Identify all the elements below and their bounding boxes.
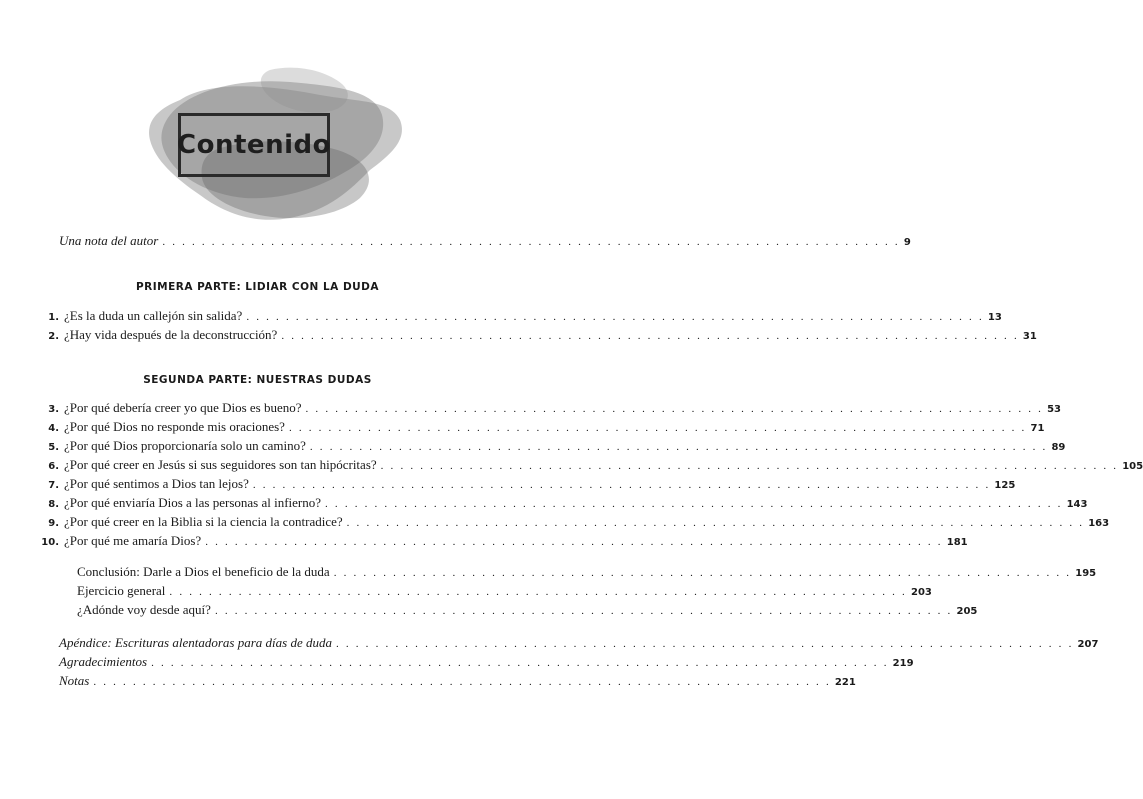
entry-label: ¿Por qué enviaría Dios a las personas al infierno? [64, 495, 322, 510]
entry-label: ¿Por qué sentimos a Dios tan lejos? [64, 476, 249, 491]
dot-leader: . . . . . . . . . . . . . . . . . . . . . . . . . . . . . . . . . . . . . . . . . . . . . . . . . . . . . . . . . . . . . . . . . . . . . . . . . . . [335, 638, 1074, 650]
chapter-number: 8. [48, 499, 59, 510]
dot-leader: . . . . . . . . . . . . . . . . . . . . . . . . . . . . . . . . . . . . . . . . . . . . . . . . . . . . . . . . . . . . . . . . . . . . . . . . . . . [333, 567, 1072, 579]
dot-leader: . . . . . . . . . . . . . . . . . . . . . . . . . . . . . . . . . . . . . . . . . . . . . . . . . . . . . . . . . . . . . . . . . . . . . . . . . . . [281, 330, 1019, 342]
dot-leader: . . . . . . . . . . . . . . . . . . . . . . . . . . . . . . . . . . . . . . . . . . . . . . . . . . . . . . . . . . . . . . . . . . . . . . . . . . . [162, 236, 900, 248]
entry-page-number: 125 [994, 480, 1016, 491]
toc-entry[interactable] [41, 398, 1062, 418]
page-title: Contenido [177, 130, 331, 160]
entry-page-number: 163 [1088, 518, 1110, 529]
dot-leader: . . . . . . . . . . . . . . . . . . . . . . . . . . . . . . . . . . . . . . . . . . . . . . . . . . . . . . . . . . . . . . . . . . . . . . . . . . . [246, 311, 984, 323]
toc-entry-appendix[interactable] [59, 633, 1099, 653]
entry-page-number: 53 [1047, 404, 1062, 415]
dot-leader: . . . . . . . . . . . . . . . . . . . . . . . . . . . . . . . . . . . . . . . . . . . . . . . . . . . . . . . . . . . . . . . . . . . . . . . . . . . [93, 676, 831, 688]
dot-leader: . . . . . . . . . . . . . . . . . . . . . . . . . . . . . . . . . . . . . . . . . . . . . . . . . . . . . . . . . . . . . . . . . . . . . . . . . . . [305, 403, 1044, 415]
entry-page-number: 195 [1075, 568, 1097, 579]
toc-entry[interactable] [41, 493, 1088, 513]
entry-label: ¿Por qué debería creer yo que Dios es bueno? [64, 400, 302, 415]
chapter-number: 4. [48, 423, 59, 434]
toc-entry[interactable] [41, 512, 1110, 532]
entry-label: Notas [59, 673, 90, 688]
entry-page-number: 105 [1122, 461, 1143, 472]
entry-page-number: 71 [1030, 423, 1045, 434]
entry-label: ¿Por qué Dios no responde mis oraciones? [64, 419, 285, 434]
entry-label: ¿Por qué creer en Jesús si sus seguidores son tan hipócritas? [64, 457, 377, 472]
dot-leader: . . . . . . . . . . . . . . . . . . . . . . . . . . . . . . . . . . . . . . . . . . . . . . . . . . . . . . . . . . . . . . . . . . . . . . . . . . . [252, 479, 991, 491]
part-heading: PRIMERA PARTE: LIDIAR CON LA DUDA [135, 281, 380, 293]
title-frame [178, 113, 330, 177]
entry-label: ¿Por qué Dios proporcionaría solo un camino? [64, 438, 306, 453]
entry-page-number: 143 [1066, 499, 1088, 510]
toc-entry[interactable] [41, 417, 1045, 437]
chapter-number: 9. [48, 518, 59, 529]
entry-label: ¿Es la duda un callejón sin salida? [64, 308, 243, 323]
entry-label: ¿Por qué creer en la Biblia si la ciencia la contradice? [64, 514, 343, 529]
toc-entry[interactable] [41, 306, 1002, 326]
dot-leader: . . . . . . . . . . . . . . . . . . . . . . . . . . . . . . . . . . . . . . . . . . . . . . . . . . . . . . . . . . . . . . . . . . . . . . . . . . . [325, 498, 1063, 510]
entry-page-number: 9 [903, 237, 911, 248]
dot-leader: . . . . . . . . . . . . . . . . . . . . . . . . . . . . . . . . . . . . . . . . . . . . . . . . . . . . . . . . . . . . . . . . . . . . . . . . . . . [151, 657, 889, 669]
chapter-number: 1. [48, 312, 59, 323]
entry-page-number: 207 [1077, 639, 1099, 650]
chapter-number: 3. [48, 404, 59, 415]
dot-leader: . . . . . . . . . . . . . . . . . . . . . . . . . . . . . . . . . . . . . . . . . . . . . . . . . . . . . . . . . . . . . . . . . . . . . . . . . . . [380, 460, 1119, 472]
toc-entry[interactable] [41, 531, 968, 551]
entry-label: Conclusión: Darle a Dios el beneficio de la duda [77, 564, 330, 579]
entry-page-number: 205 [956, 606, 978, 617]
entry-label: Apéndice: Escrituras alentadoras para días de duda [59, 635, 332, 650]
chapter-number: 2. [48, 331, 59, 342]
toc-entry-exercise[interactable] [77, 581, 932, 601]
toc-entry[interactable] [41, 436, 1066, 456]
dot-leader: . . . . . . . . . . . . . . . . . . . . . . . . . . . . . . . . . . . . . . . . . . . . . . . . . . . . . . . . . . . . . . . . . . . . . . . . . . . [205, 536, 943, 548]
entry-label: Agradecimientos [59, 654, 148, 669]
dot-leader: . . . . . . . . . . . . . . . . . . . . . . . . . . . . . . . . . . . . . . . . . . . . . . . . . . . . . . . . . . . . . . . . . . . . . . . . . . . [346, 517, 1085, 529]
chapter-number: 7. [48, 480, 59, 491]
entry-label: ¿Por qué me amaría Dios? [64, 533, 202, 548]
chapter-number: 6. [48, 461, 59, 472]
entry-page-number: 221 [834, 677, 856, 688]
entry-page-number: 31 [1022, 331, 1037, 342]
toc-entry-conclusion[interactable] [77, 562, 1097, 582]
entry-page-number: 13 [987, 312, 1002, 323]
entry-label: Ejercicio general [77, 583, 166, 598]
entry-label: ¿Hay vida después de la deconstrucción? [64, 327, 278, 342]
toc-entry-next-steps[interactable] [77, 600, 978, 620]
entry-page-number: 89 [1051, 442, 1066, 453]
dot-leader: . . . . . . . . . . . . . . . . . . . . . . . . . . . . . . . . . . . . . . . . . . . . . . . . . . . . . . . . . . . . . . . . . . . . . . . . . . . [169, 586, 907, 598]
toc-entry-author-note[interactable] [59, 231, 911, 251]
chapter-number: 10. [41, 537, 59, 548]
toc-entry[interactable] [41, 455, 1143, 475]
toc-entry[interactable] [41, 474, 1016, 494]
toc-entry-notes[interactable] [59, 671, 856, 691]
entry-page-number: 181 [946, 537, 968, 548]
dot-leader: . . . . . . . . . . . . . . . . . . . . . . . . . . . . . . . . . . . . . . . . . . . . . . . . . . . . . . . . . . . . . . . . . . . . . . . . . . . [309, 441, 1048, 453]
entry-label: Una nota del autor [59, 233, 159, 248]
toc-entry-acknowledgements[interactable] [59, 652, 914, 672]
entry-page-number: 203 [910, 587, 932, 598]
part-heading: SEGUNDA PARTE: NUESTRAS DUDAS [143, 374, 372, 386]
entry-label: ¿Adónde voy desde aquí? [77, 602, 211, 617]
dot-leader: . . . . . . . . . . . . . . . . . . . . . . . . . . . . . . . . . . . . . . . . . . . . . . . . . . . . . . . . . . . . . . . . . . . . . . . . . . . [288, 422, 1027, 434]
dot-leader: . . . . . . . . . . . . . . . . . . . . . . . . . . . . . . . . . . . . . . . . . . . . . . . . . . . . . . . . . . . . . . . . . . . . . . . . . . . [214, 605, 953, 617]
entry-page-number: 219 [892, 658, 914, 669]
chapter-number: 5. [48, 442, 59, 453]
toc-entry[interactable] [41, 325, 1037, 345]
